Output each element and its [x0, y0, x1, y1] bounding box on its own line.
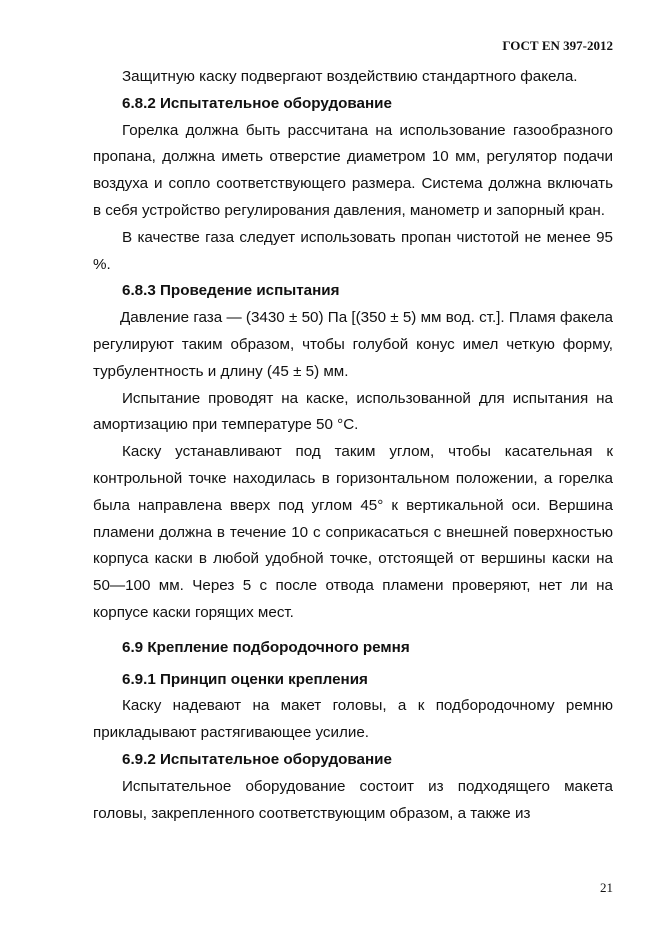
paragraph-intro: Защитную каску подвергают воздействию стандартного факела.	[122, 68, 578, 85]
paragraph-burner: Горелка должна быть рассчитана на использование газообразного пропана, должна иметь отверстие диаметром 10 мм, регулятор подачи воздуха и сопло соответствующего размера. Система должна включать в себя устройство регулирования давления, манометр и запорный кран.	[93, 121, 613, 219]
section-heading-6-9-1: 6.9.1 Принцип оценки крепления	[122, 670, 368, 688]
paragraph-pressure: Давление газа — (3430 ± 50) Па [(350 ± 5) мм вод. ст.]. Пламя факела регулируют таким образом, чтобы голубой конус имел четкую форму, турбулентность и длину (45 ± 5) мм.	[93, 309, 613, 380]
section-heading-6-8-2: 6.8.2 Испытательное оборудование	[122, 94, 392, 112]
page-number: 21	[600, 880, 613, 895]
paragraph-principle: Каску надевают на макет головы, а к подбородочному ремню прикладывают растягивающее усилие.	[93, 697, 613, 742]
section-heading-6-8-3: 6.8.3 Проведение испытания	[122, 282, 340, 300]
section-heading-6-9-2: 6.9.2 Испытательное оборудование	[122, 750, 392, 768]
paragraph-test-helmet: Испытание проводят на каске, использованной для испытания на амортизацию при температуре 50 °С.	[93, 389, 613, 434]
paragraph-procedure: Каску устанавливают под таким углом, чтобы касательная к контрольной точке находилась в горизонтальном положении, а горелка была направлена вверх под углом 45° к вертикальной оси. Вершина пламени должна в течение 10 с соприкасаться с внешней поверхностью корпуса каски в любой удобной точке, отстоящей от вершины каски на 50—100 мм. Через 5 с после отвода пламени проверяют, нет ли на корпусе каски горящих мест.	[93, 443, 613, 621]
paragraph-gas: В качестве газа следует использовать пропан чистотой не менее 95 %.	[93, 228, 613, 273]
paragraph-equipment: Испытательное оборудование состоит из подходящего макета головы, закрепленного соответствующим образом, а также из	[93, 777, 613, 822]
page-content	[93, 64, 613, 827]
document-header: ГОСТ EN 397-2012	[502, 38, 613, 53]
section-heading-6-9: 6.9 Крепление подбородочного ремня	[122, 638, 410, 656]
